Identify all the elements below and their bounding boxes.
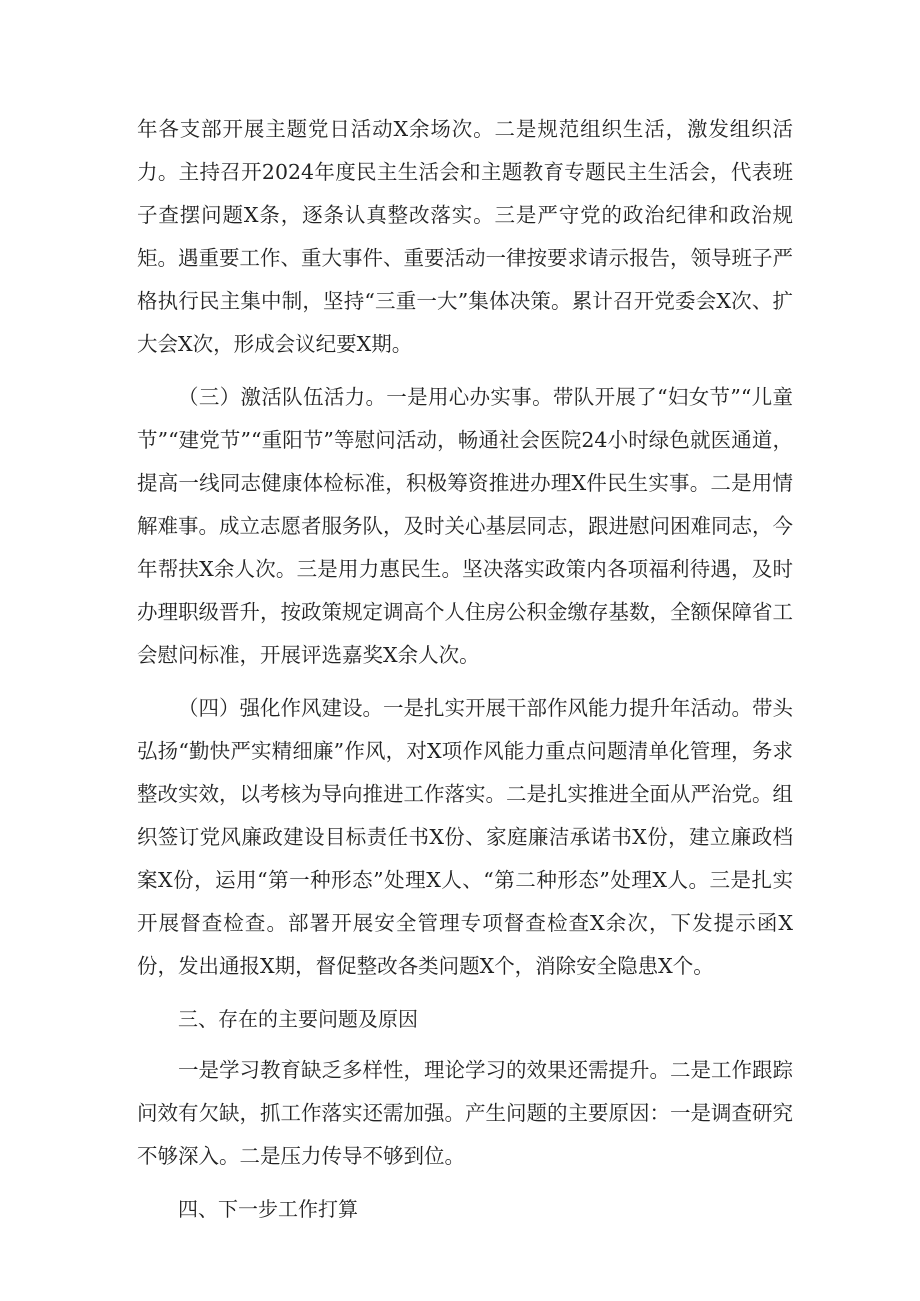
section-heading-next-steps: 四、下一步工作打算: [178, 1197, 358, 1221]
paragraph-party-organization: 年各支部开展主题党日活动X余场次。二是规范组织生活，激发组织活力。主持召开2024年度民主生活会和主题教育专题民主生活会，代表班子查摆问题X条，逐条认真整改落实。三是严守党的政治纪律和政治规矩。遇重要工作、重大事件、重要活动一律按要求请示报告，领导班子严格执行民主集中制，坚持“三重一大”集体决策。累计召开党委会X次、扩大会X次，形成会议纪要X期。: [137, 117, 793, 356]
document-body: [137, 108, 793, 1239]
section-heading-problems: 三、存在的主要问题及原因: [178, 1007, 418, 1031]
paragraph-team-vitality: （三）激活队伍活力。一是用心办实事。带队开展了“妇女节”“儿童节”“建党节”“重阳节”等慰问活动，畅通社会医院24小时绿色就医通道，提高一线同志健康体检标准，积极筹资推进办理X件民生实事。二是用情解难事。成立志愿者服务队，及时关心基层同志，跟进慰问困难同志，今年帮扶X余人次。三是用力惠民生。坚决落实政策内各项福利待遇，及时办理职级晋升，按政策规定调高个人住房公积金缴存基数，全额保障省工会慰问标准，开展评选嘉奖X余人次。: [137, 385, 793, 667]
paragraph-problems: 一是学习教育缺乏多样性，理论学习的效果还需提升。二是工作跟踪问效有欠缺，抓工作落实还需加强。产生问题的主要原因：一是调查研究不够深入。二是压力传导不够到位。: [137, 1058, 793, 1168]
paragraph-work-style: （四）强化作风建设。一是扎实开展干部作风能力提升年活动。带头弘扬“勤快严实精细廉”作风，对X项作风能力重点问题清单化管理，务求整改实效，以考核为导向推进工作落实。二是扎实推进全面从严治党。组织签订党风廉政建设目标责任书X份、家庭廉洁承诺书X份，建立廉政档案X份，运用“第一种形态”处理X人、“第二种形态”处理X人。三是扎实开展督查检查。部署开展安全管理专项督查检查X余次，下发提示函X份，发出通报X期，督促整改各类问题X个，消除安全隐患X个。: [137, 696, 793, 978]
